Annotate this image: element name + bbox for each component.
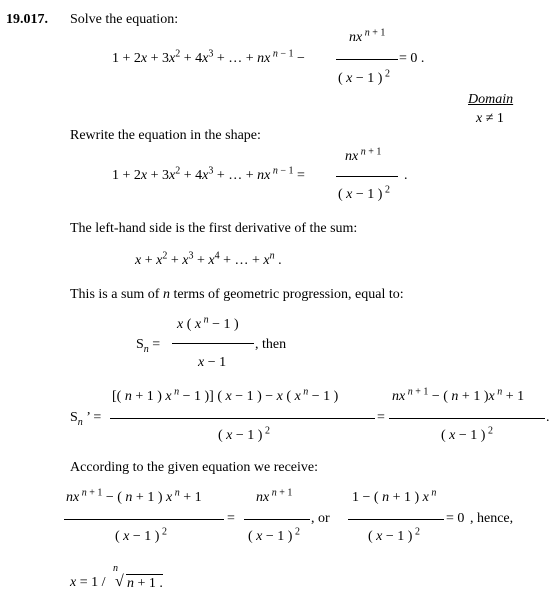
derivative-text: The left-hand side is the first derivative of the sum: <box>70 221 358 236</box>
sn-prime-result-numerator: nx $^{n + 1}$ − ( n + 1 )x $^n$ + 1 <box>392 386 525 404</box>
equation-1-rhs: = 0 . <box>399 51 425 66</box>
final-denominator-2: ( x − 1 ) $^2$ <box>248 526 300 544</box>
equation-1-numerator: nx $^{n + 1}$ <box>349 27 386 45</box>
final-fraction-bar-2 <box>244 519 310 520</box>
answer-radical-bar <box>126 574 163 575</box>
sn-prime-denominator: ( x − 1 ) $^2$ <box>218 425 270 443</box>
final-numerator-1: nx $^{n + 1}$ − ( n + 1 ) x $^n$ + 1 <box>66 487 202 505</box>
equation-2-lhs: $1 + 2x + 3x^2 + 4x^3$ + … + nx $^{n - 1}$ = <box>112 165 305 183</box>
geometric-text-n: n <box>162 287 170 302</box>
equation-2-numerator: nx $^{n + 1}$ <box>345 146 382 164</box>
sn-prime-result-fraction-bar <box>389 418 545 419</box>
then-text: , then <box>255 337 287 352</box>
hence-text: , hence, <box>470 511 514 526</box>
final-equals-1: = <box>227 511 235 526</box>
geometric-text-tail: terms of geometric progression, equal to: <box>173 287 404 302</box>
sn-prime-numerator: [( n + 1 ) x $^n$ − 1 )] ( x − 1 ) − x ( x $^n$ − 1 ) <box>112 386 339 404</box>
sn-denominator: x − 1 <box>198 355 227 370</box>
equation-1-fraction-bar <box>336 59 398 60</box>
geometric-text <box>70 287 404 303</box>
sn-numerator: x ( x $^n$ − 1 ) <box>177 314 239 332</box>
according-text: According to the given equation we receive: <box>70 460 319 475</box>
domain-condition: x ≠ 1 <box>476 111 504 126</box>
equation-1-denominator: ( x − 1 ) $^2$ <box>338 68 390 86</box>
answer-root-index: n <box>113 563 118 574</box>
sn-label: $S_n$ = <box>136 337 161 355</box>
equation-2-fraction-bar <box>336 176 398 177</box>
equation-1-lhs: $1 + 2x + 3x^2 + 4x^3$ + … + nx $^{n - 1}$ − <box>112 48 305 66</box>
answer-radical-sign: √ <box>115 573 124 590</box>
rewrite-text: Rewrite the equation in the shape: <box>70 128 261 143</box>
sn-prime-fraction-bar <box>110 418 375 419</box>
domain-title: Domain <box>468 92 514 107</box>
problem-statement: Solve the equation: <box>70 12 179 27</box>
sum-expression: $x + x^2 + x^3 + x^4$ + … + $x^n$ . <box>135 250 282 268</box>
final-fraction-bar-3 <box>348 519 444 520</box>
answer-radicand: n + 1 . <box>127 576 163 591</box>
problem-number: 19.017. <box>6 12 48 27</box>
final-numerator-3: 1 − ( n + 1 ) x $^n$ <box>352 487 437 505</box>
sn-prime-label: $S_n$ ’ = <box>70 410 102 428</box>
sn-fraction-bar <box>172 343 254 344</box>
answer-lhs: x = 1 / <box>70 575 106 590</box>
equation-2-period: . <box>404 168 408 183</box>
geometric-text-start: This is a sum of <box>70 287 160 302</box>
equation-2-denominator: ( x − 1 ) $^2$ <box>338 184 390 202</box>
final-denominator-1: ( x − 1 ) $^2$ <box>115 526 167 544</box>
final-denominator-3: ( x − 1 ) $^2$ <box>368 526 420 544</box>
or-text: , or <box>311 511 330 526</box>
sn-prime-period: . <box>546 410 550 425</box>
final-fraction-bar-1 <box>64 519 224 520</box>
final-rhs: = 0 <box>446 511 465 526</box>
final-numerator-2: nx $^{n + 1}$ <box>256 487 293 505</box>
sn-prime-result-denominator: ( x − 1 ) $^2$ <box>441 425 493 443</box>
sn-prime-equals: = <box>377 410 385 425</box>
